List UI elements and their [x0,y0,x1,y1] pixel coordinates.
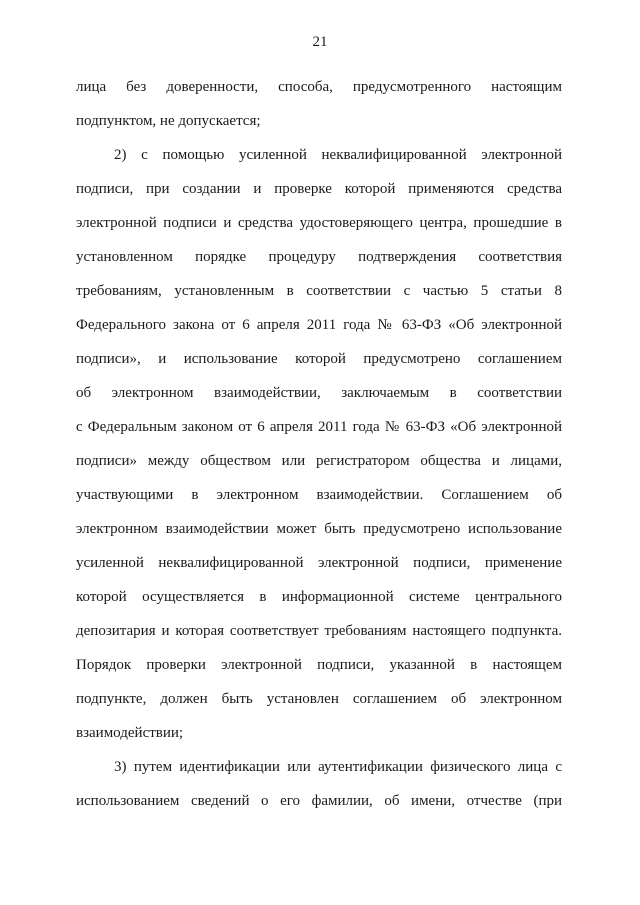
text-line: установленном порядке процедуру подтверждения соответствия [76,249,562,265]
text-line: участвующими в электронном взаимодействии. Соглашением об [76,487,562,503]
text-line: подпунктом, не допускается; [76,113,261,129]
text-line: депозитария и которая соответствует требованиям настоящего подпункта. [76,623,562,639]
text-line: об электронном взаимодействии, заключаемым в соответствии [76,385,562,401]
text-line: использованием сведений о его фамилии, об имени, отчестве (при [76,793,562,809]
text-line: Федерального закона от 6 апреля 2011 года № 63-ФЗ «Об электронной [76,317,562,333]
text-line: электронном взаимодействии может быть предусмотрено использование [76,521,562,537]
text-line: электронной подписи и средства удостоверяющего центра, прошедшие в [76,215,562,231]
text-line: с Федеральным законом от 6 апреля 2011 года № 63-ФЗ «Об электронной [76,419,562,435]
text-line: которой осуществляется в информационной системе центрального [76,589,562,605]
text-line: Порядок проверки электронной подписи, указанной в настоящем [76,657,562,673]
document-body [76,76,562,824]
text-line: лица без доверенности, способа, предусмотренного настоящим [76,79,562,95]
text-line: подписи», и использование которой предусмотрено соглашением [76,351,562,367]
text-line: подписи» между обществом или регистратором общества и лицами, [76,453,562,469]
text-line: 2) с помощью усиленной неквалифицированной электронной [114,147,562,163]
text-line: подпункте, должен быть установлен соглашением об электронном [76,691,562,707]
text-line: 3) путем идентификации или аутентификации физического лица с [114,759,562,775]
page-number: 21 [312,34,328,50]
text-line: взаимодействии; [76,725,184,741]
text-line: подписи, при создании и проверке которой применяются средства [76,181,562,197]
text-line: требованиям, установленным в соответствии с частью 5 статьи 8 [76,283,562,299]
text-line: усиленной неквалифицированной электронной подписи, применение [76,555,562,571]
